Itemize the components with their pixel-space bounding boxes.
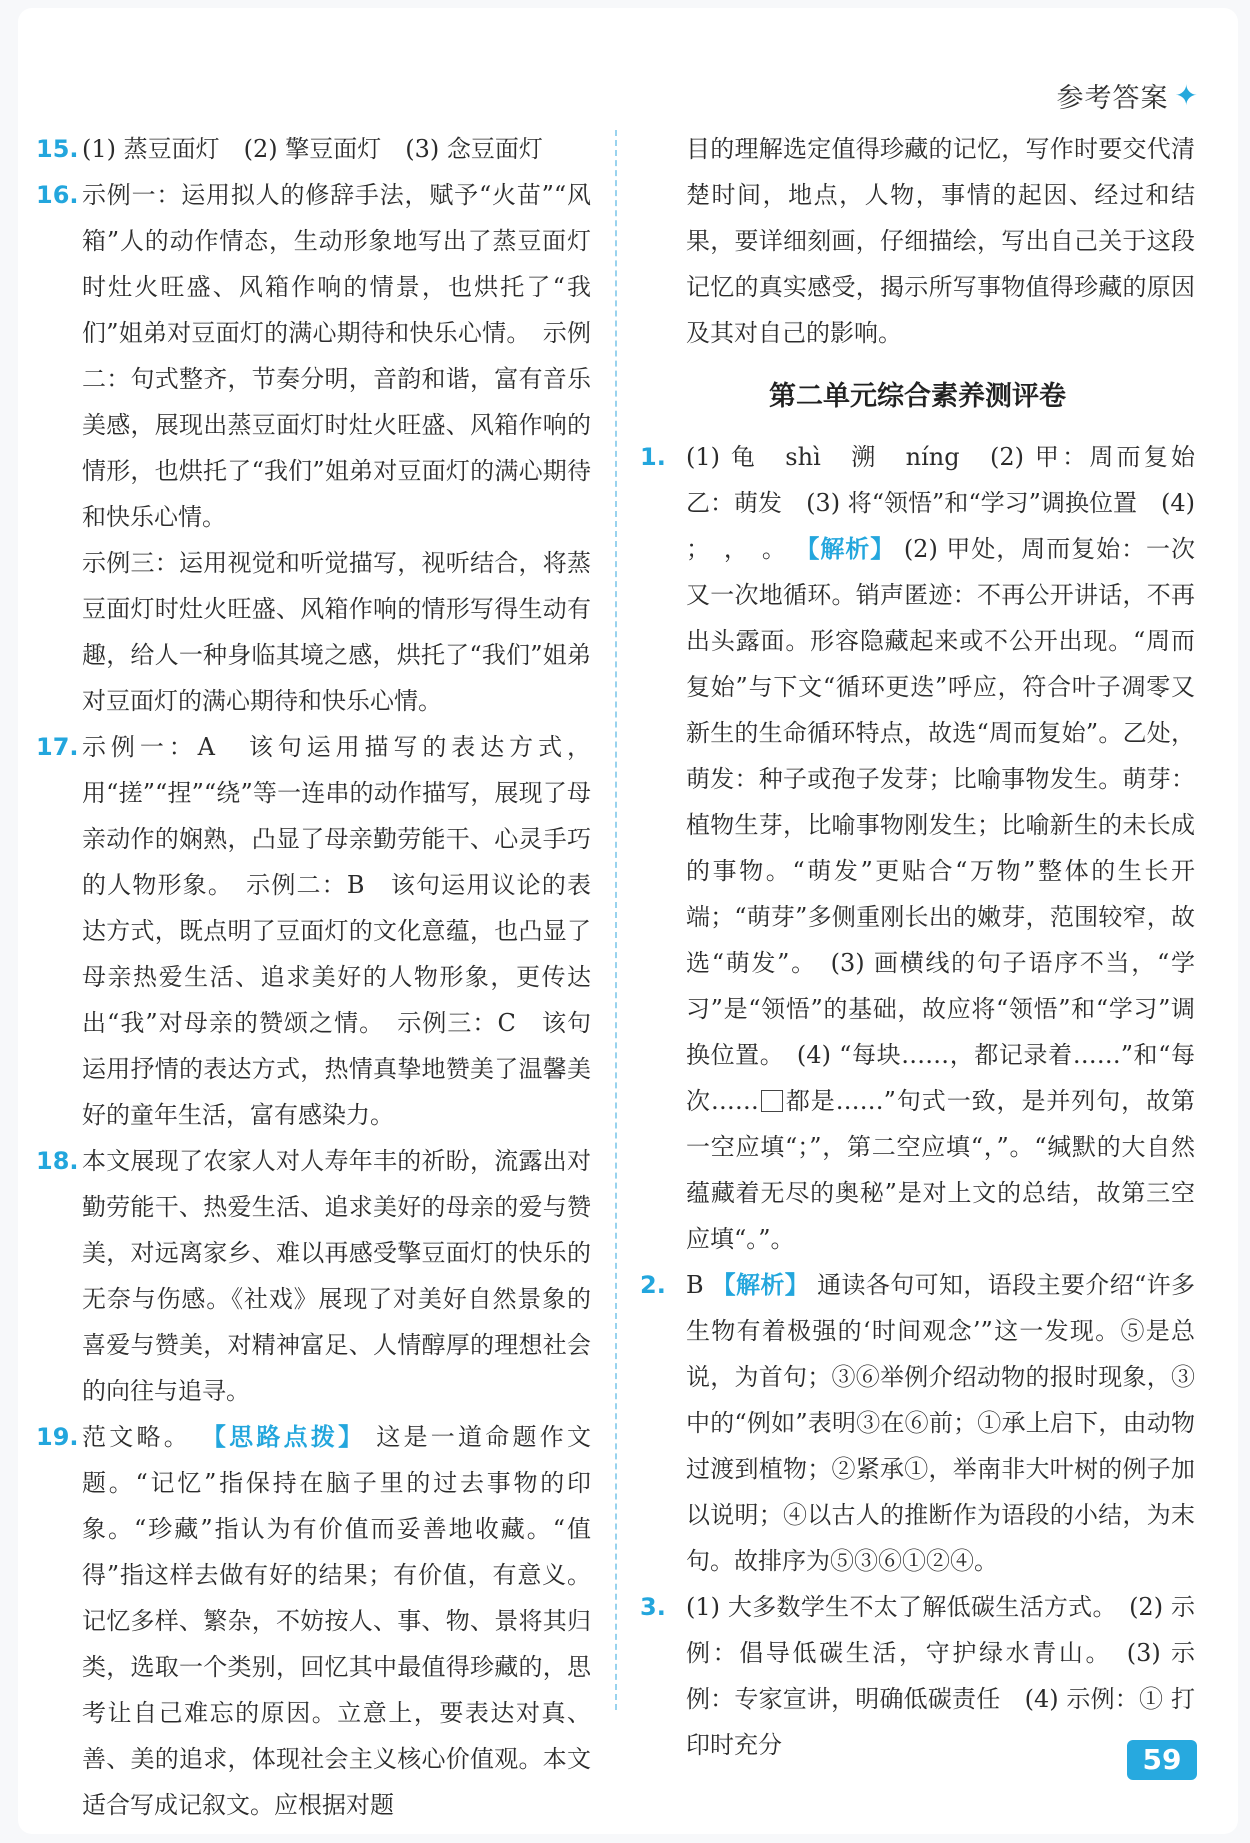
- question-number: 17.: [36, 733, 79, 761]
- blank-box: [761, 1090, 783, 1112]
- answer-19-continued: 目的理解选定值得珍藏的记忆，写作时要交代清楚时间，地点，人物，事情的起因、经过和结果，要详细刻画，仔细描绘，写出自己关于这段记忆的真实感受，揭示所写事物值得珍藏的原因及其对自己的影响。: [686, 135, 1195, 347]
- answer-text: 示例一：A 该句运用描写的表达方式，用“搓”“捏”“绕”等一连串的动作描写，展现了母亲动作的娴熟，凸显了母亲勤劳能干、心灵手巧的人物形象。 示例二：B 该句运用议论的表达方式，既点明了豆面灯的文化意蕴，也凸显了母亲热爱生活、追求美好的人物形象，更传达出“我”对母亲的赞颂之情。 示例三：C 该句运用抒情的表达方式，热情真挚地赞美了温馨美好的童年生活，富有感染力。: [82, 733, 591, 1129]
- analysis-tag: 【解析】: [795, 535, 896, 563]
- answer-1: [640, 434, 1219, 1262]
- answer-lead: 范文略。: [82, 1423, 191, 1451]
- question-number: 3.: [640, 1593, 666, 1621]
- question-number: 1.: [640, 443, 666, 471]
- answer-text: (1) 龟 shì 溯 níng (2) 甲：周而复始 乙：萌发 (3) 将“领悟”和“学习”调换位置 (4) ； ， 。: [686, 443, 1219, 563]
- analysis-text: (2) 甲处，周而复始：一次又一次地循环。销声匿迹：不再公开讲话，不再出头露面。形容隐藏起来或不公开出现。“周而复始”与下文“循环更迭”呼应，符合叶子凋零又新生的生命循环特点，故选“周而复始”。乙处，萌发：种子或孢子发芽；比喻事物发生。萌芽：植物生芽，比喻事物刚发生；比喻新生的未长成的事物。“萌发”更贴合“万物”整体的生长开端；“萌芽”多侧重刚长出的嫩芽，范围较窄，故选“萌发”。 (3) 画横线的句子语序不当，“学习”是“领悟”的基础，故应将“领悟”和“学习”调换位置。 (4) “每块……，都记录着……”和“每次……: [686, 535, 1196, 1115]
- question-number: 15.: [36, 135, 79, 163]
- sparkle-icon: ✦: [1174, 79, 1198, 112]
- right-column: [640, 126, 1219, 1768]
- answer-text: (1) 大多数学生不太了解低碳生活方式。 (2) 示例：倡导低碳生活，守护绿水青山。 (3) 示例：专家宣讲，明确低碳责任 (4) 示例：① 打印时充分: [686, 1593, 1195, 1759]
- answer-16-example-3: 示例三：运用视觉和听觉描写，视听结合，将蒸豆面灯时灶火旺盛、风箱作响的情形写得生动有趣，给人一种身临其境之感，烘托了“我们”姐弟对豆面灯的满心期待和快乐心情。: [82, 549, 591, 715]
- page-header: [1057, 76, 1198, 115]
- page-number: 59: [1127, 1740, 1197, 1780]
- answer-text: 本文展现了农家人对人寿年丰的祈盼，流露出对勤劳能干、热爱生活、追求美好的母亲的爱与赞美，对远离家乡、难以再感受擎豆面灯的快乐的无奈与伤感。《社戏》展现了对美好自然景象的喜爱与赞美，对精神富足、人情醇厚的理想社会的向往与追寻。: [82, 1147, 591, 1405]
- answer-2: [640, 1262, 1195, 1584]
- analysis-tag: 【解析】: [711, 1271, 810, 1299]
- question-number: 18.: [36, 1147, 79, 1175]
- answer-17: [36, 724, 591, 1138]
- analysis-text-end: 都是……”句式一致，是并列句，故第一空应填“；”，第二空应填“，”。“缄默的大自然蕴藏着无尽的奥秘”是对上文的总结，故第三空应填“。”。: [686, 1087, 1195, 1253]
- answer-text: (1) 蒸豆面灯 (2) 擎豆面灯 (3) 念豆面灯: [82, 135, 543, 163]
- answer-text: 这是一道命题作文题。“记忆”指保持在脑子里的过去事物的印象。“珍藏”指认为有价值而妥善地收藏。“值得”指这样去做有好的结果；有价值，有意义。记忆多样、繁杂，不妨按人、事、物、景将其归类，选取一个类别，回忆其中最值得珍藏的，思考让自己难忘的原因。立意上，要表达对真、善、美的追求，体现社会主义核心价值观。本文适合写成记叙文。应根据对题: [82, 1423, 592, 1819]
- answer-18: [36, 1138, 591, 1414]
- answer-19: [36, 1414, 591, 1828]
- answer-3: [640, 1584, 1195, 1768]
- analysis-text: 通读各句可知，语段主要介绍“许多生物有着极强的‘时间观念’”这一发现。⑤是总说，为首句；③⑥举例介绍动物的报时现象，③中的“例如”表明③在⑥前；①承上启下，由动物过渡到植物；②紧承①，举南非大叶树的例子加以说明；④以古人的推断作为语段的小结，为末句。故排序为⑤③⑥①②④。: [686, 1271, 1196, 1575]
- question-number: 19.: [36, 1423, 79, 1451]
- left-column: [36, 126, 591, 1828]
- column-divider: [615, 130, 617, 1710]
- answer-16: [36, 172, 591, 540]
- answer-text: 示例一：运用拟人的修辞手法，赋予“火苗”“风箱”人的动作情态，生动形象地写出了蒸豆面灯时灶火旺盛、风箱作响的情景，也烘托了“我们”姐弟对豆面灯的满心期待和快乐心情。 示例二：句式整齐，节奏分明，音韵和谐，富有音乐美感，展现出蒸豆面灯时灶火旺盛、风箱作响的情形，也烘托了“我们”姐弟对豆面灯的满心期待和快乐心情。: [82, 181, 591, 531]
- header-title: 参考答案: [1056, 83, 1169, 114]
- hint-tag: 【思路点拨】: [201, 1423, 366, 1451]
- question-number: 16.: [36, 181, 79, 209]
- answer-lead: B: [686, 1271, 704, 1299]
- question-number: 2.: [640, 1271, 666, 1299]
- section-title: 第二单元综合素养测评卷: [769, 381, 1066, 412]
- answer-15: [36, 126, 591, 172]
